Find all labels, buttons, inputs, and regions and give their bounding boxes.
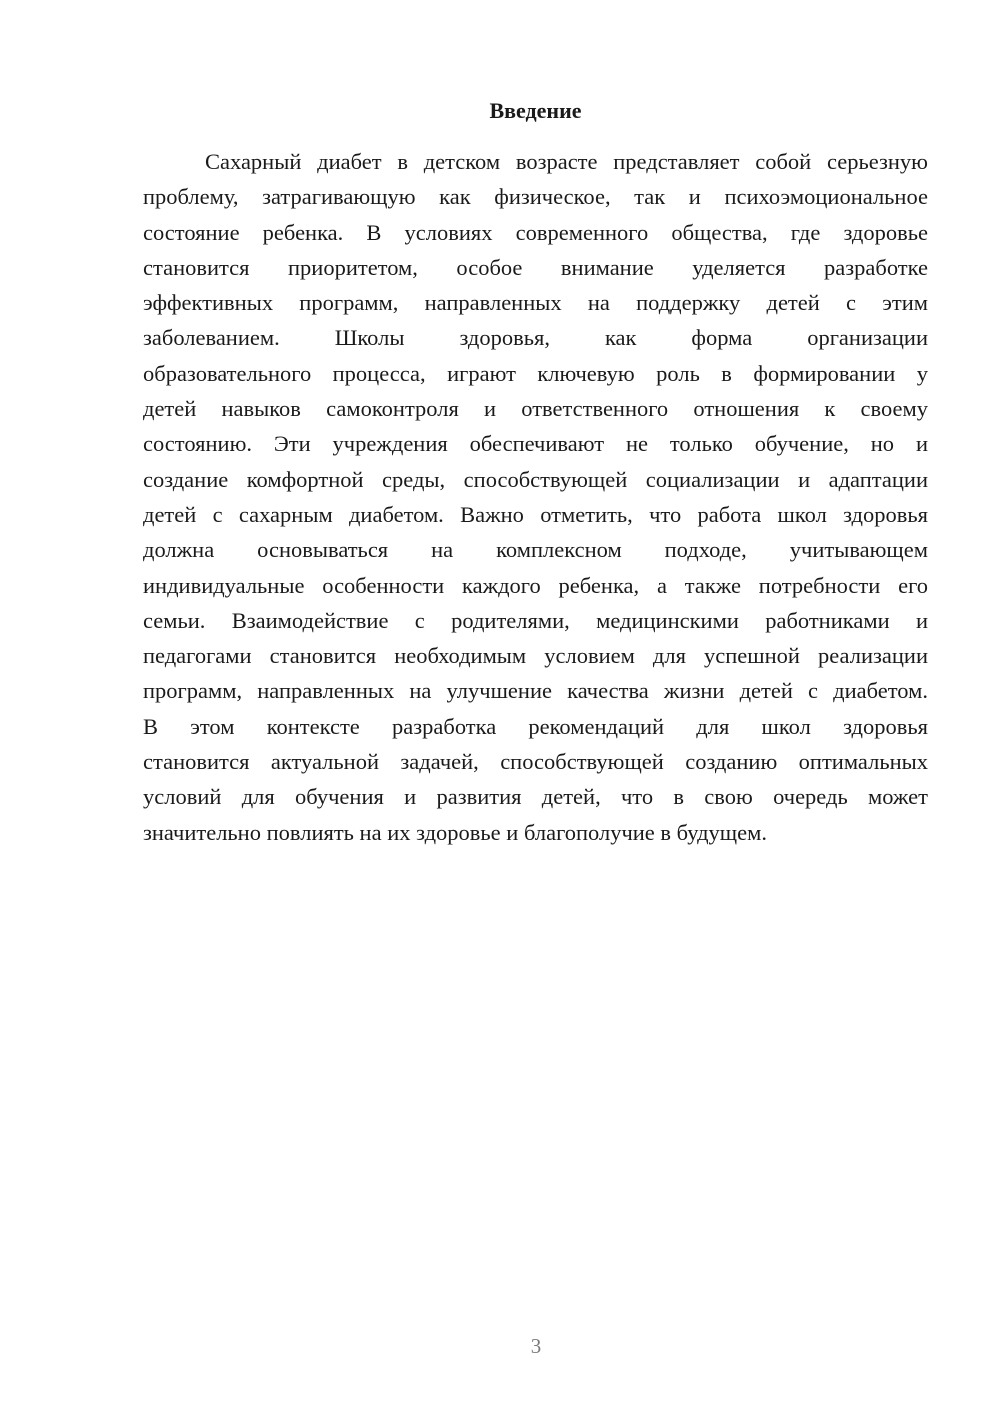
paragraph-line: становится актуальной задачей, способствующей созданию оптимальных bbox=[143, 749, 928, 775]
paragraph-line: условий для обучения и развития детей, что в свою очередь может bbox=[143, 784, 928, 810]
paragraph-line: семьи. Взаимодействие с родителями, медицинскими работниками и bbox=[143, 607, 928, 633]
paragraph-line: проблему, затрагивающую как физическое, так и психоэмоциональное bbox=[143, 184, 928, 210]
paragraph-line: детей навыков самоконтроля и ответственного отношения к своему bbox=[143, 396, 928, 422]
paragraph-line: программ, направленных на улучшение качества жизни детей с диабетом. bbox=[143, 678, 928, 704]
paragraph-line: образовательного процесса, играют ключевую роль в формировании у bbox=[143, 360, 928, 386]
paragraph-line: становится приоритетом, особое внимание уделяется разработке bbox=[143, 254, 928, 280]
section-heading: Введение bbox=[489, 98, 582, 123]
page-content bbox=[143, 96, 928, 850]
paragraph-line: должна основываться на комплексном подходе, учитывающем bbox=[143, 537, 928, 563]
paragraph-line: создание комфортной среды, способствующей социализации и адаптации bbox=[143, 466, 928, 492]
paragraph-line: эффективных программ, направленных на поддержку детей с этим bbox=[143, 290, 928, 316]
paragraph-line: детей с сахарным диабетом. Важно отметить, что работа школ здоровья bbox=[143, 501, 928, 527]
page-number: 3 bbox=[530, 1334, 542, 1358]
paragraph-line: состояние ребенка. В условиях современного общества, где здоровье bbox=[143, 219, 928, 245]
paragraph-line: индивидуальные особенности каждого ребенка, а также потребности его bbox=[143, 572, 928, 598]
paragraph-line: состоянию. Эти учреждения обеспечивают не только обучение, но и bbox=[143, 431, 928, 457]
paragraph-line: Сахарный диабет в детском возрасте представляет собой серьезную bbox=[205, 149, 928, 174]
paragraph-line: В этом контексте разработка рекомендаций для школ здоровья bbox=[143, 713, 928, 739]
intro-paragraph bbox=[143, 144, 928, 850]
paragraph-line: педагогами становится необходимым условием для успешной реализации bbox=[143, 643, 928, 669]
paragraph-line: значительно повлиять на их здоровье и благополучие в будущем. bbox=[143, 819, 767, 845]
paragraph-line: заболеванием. Школы здоровья, как форма организации bbox=[143, 325, 928, 351]
